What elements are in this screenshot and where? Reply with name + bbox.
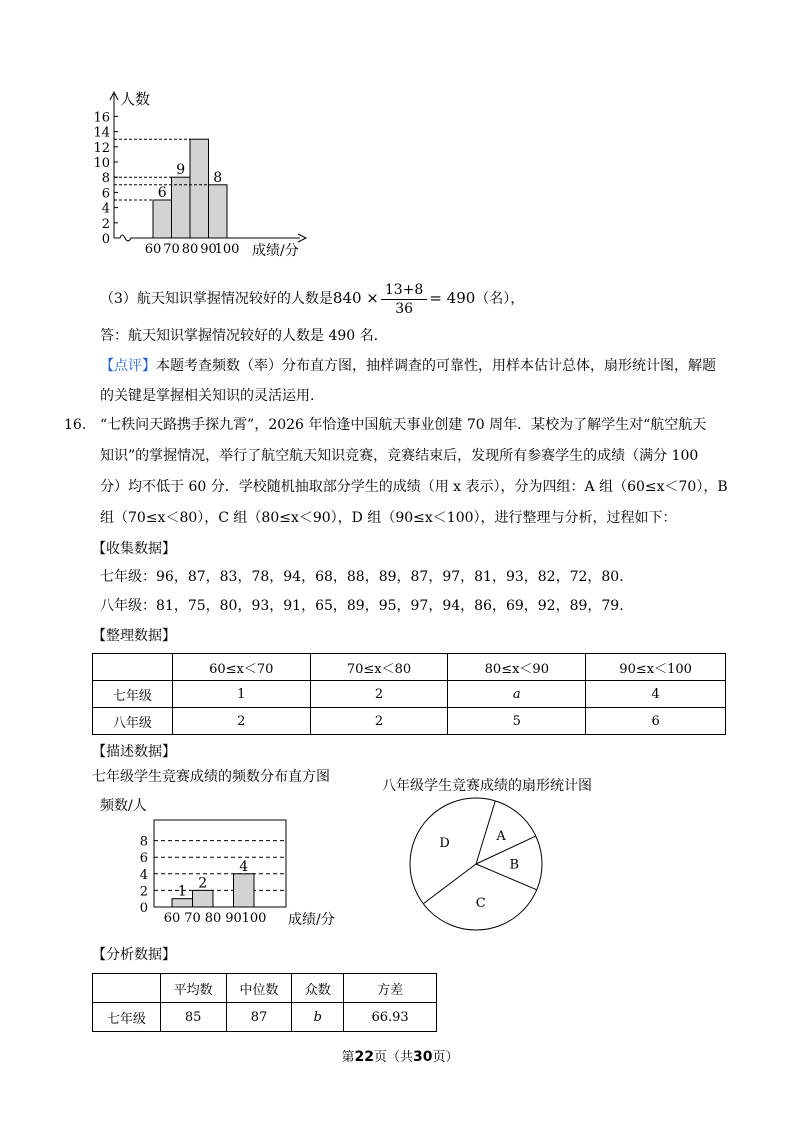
y-tick-label: 16 [93,110,110,126]
table-cell: 85 [160,1003,226,1032]
histogram-bar [153,200,172,238]
footer-pre: 第 [341,1050,355,1065]
table-cell: 87 [226,1003,292,1032]
table-cell: 2 [310,681,448,708]
bar-value-label: 4 [239,858,249,875]
table-cell: 66.93 [344,1003,437,1032]
organize-table [92,653,726,735]
comment-text-1: 本题考查频数（率）分布直方图，抽样调查的可靠性，用样本估计总体，扇形统计图，解题 [156,358,716,374]
x-tick-label: 80 [204,911,222,926]
y-tick-label: 8 [139,834,148,850]
histogram-bar [172,177,191,238]
part3-line [100,276,524,320]
table-row [93,708,726,735]
part3-fraction [381,281,427,318]
x-tick-label: 80 [181,242,199,257]
header-cell: 平均数 [160,974,226,1003]
table-cell: 4 [586,681,726,708]
bar-value-label: 9 [176,162,186,179]
page-total: 30 [413,1049,433,1065]
y-tick-label: 14 [93,125,110,141]
y-tick-label: 6 [139,851,148,867]
x-tick-label: 90 [200,242,217,257]
table-cell: 2 [172,708,310,735]
organize-title: 【整理数据】 [92,628,176,644]
part3-suffix: （名）， [475,291,525,307]
q16-line-4: 组（70≤x＜80），C 组（80≤x＜90），D 组（90≤x＜100），进行整理与分析，过程如下： [100,510,677,526]
x-tick-label: 90 [225,911,242,926]
grade8-pie-chart [400,796,560,932]
histogram-bar [234,874,255,907]
header-cell: 60≤x＜70 [172,654,310,681]
q16-line-2: 知识”的掌握情况，举行了航空航天知识竞赛，竞赛结束后，发现所有参赛学生的成绩（满分 100 [100,448,699,464]
part3-rhs: = 490 [429,289,476,307]
bar-value-label: 6 [157,185,167,201]
table-cell: 1 [172,681,310,708]
x-axis-label: 成绩/分 [252,243,299,258]
histogram-bar [193,890,214,907]
x-tick-label: 60 [163,911,181,926]
table-header-row [93,974,437,1003]
header-cell: 90≤x＜100 [586,654,726,681]
page-footer [0,1046,800,1065]
table-cell: 5 [448,708,586,735]
fraction-numerator: 13+8 [381,281,427,300]
question-number: 16. [64,417,87,433]
y-tick-label: 2 [101,216,110,232]
table-cell: b [292,1003,344,1032]
y-tick-label: 2 [139,884,148,900]
x-tick-label: 100 [241,911,267,926]
row-label: 八年级 [93,708,173,735]
x-tick-label: 70 [184,911,201,926]
page-number: 22 [354,1049,374,1065]
header-cell [93,654,173,681]
answer-line: 答：航天知识掌握情况较好的人数是 490 名. [100,328,379,344]
pie-title: 八年级学生竞赛成绩的扇形统计图 [382,778,592,794]
y-axis-label: 频数/人 [100,798,147,814]
header-cell: 80≤x＜90 [448,654,586,681]
row-label: 七年级 [93,681,173,708]
x-tick-label: 60 [144,242,162,257]
q16-line-3: 分）均不低于 60 分．学校随机抽取部分学生的成绩（用 x 表示），分为四组：A 组（60≤x＜70），B [100,479,728,495]
grade7-histogram [92,792,382,932]
table-cell: 6 [586,708,726,735]
analyze-table [92,973,437,1032]
footer-mid: 页（共 [373,1050,413,1065]
table-cell: 2 [310,708,448,735]
footer-post: 页） [432,1050,459,1065]
pie-slice-label: D [439,836,450,852]
describe-title: 【描述数据】 [92,744,176,760]
header-cell: 70≤x＜80 [310,654,448,681]
pie-slice-label: A [496,829,506,845]
hist-title: 七年级学生竞赛成绩的频数分布直方图 [92,769,330,785]
q16-text-1: “七秩问天路携手探九霄”，2026 年恰逢中国航天事业创建 70 周年．某校为了解学生对“航空航天 [100,417,707,433]
histogram-bar [190,139,209,238]
y-tick-label: 12 [93,140,110,156]
x-axis-label: 成绩/分 [288,912,335,928]
fraction-denominator: 36 [395,300,414,317]
bar-value-label: 8 [213,169,223,186]
bar-value-label: 2 [198,875,208,892]
plot-frame [154,820,286,907]
grade8-data: 八年级：81，75，80，93，91，65，89，95，97，94，86，69，92，89，79. [100,598,624,614]
y-tick-label: 4 [139,867,148,883]
y-tick-label: 0 [139,901,148,916]
row-label: 七年级 [93,1003,161,1032]
y-tick-label: 0 [101,232,110,247]
y-tick-label: 6 [101,186,110,202]
y-tick-label: 10 [93,156,110,171]
table-row [93,1003,437,1032]
bar-value-label: 1 [177,883,187,900]
comment-line-2: 的关键是掌握相关知识的灵活运用. [100,388,315,404]
x-tick-label: 70 [163,242,180,257]
pie-slice-label: C [475,895,486,911]
histogram-bar [209,185,228,238]
comment-line-1 [100,356,716,376]
x-tick-label: 100 [214,242,240,257]
y-axis-label: 人数 [120,90,151,108]
header-cell [93,974,161,1003]
part3-lhs: 840 × [332,289,379,307]
analyze-title: 【分析数据】 [92,947,176,963]
part3-prefix: （3）航天知识掌握情况较好的人数是 [100,291,333,307]
y-tick-label: 4 [101,201,110,217]
grade7-data: 七年级：96，87，83，78，94，68，88，89，87，97，81，93，82，72，80. [100,569,624,585]
q16-line-1 [64,415,706,435]
table-header-row [93,654,726,681]
top-histogram [80,88,320,258]
header-cell: 众数 [292,974,344,1003]
histogram-bar [172,899,193,907]
header-cell: 中位数 [226,974,292,1003]
table-cell: a [448,681,586,708]
header-cell: 方差 [344,974,437,1003]
pie-slice-label: B [509,857,520,873]
table-row [93,681,726,708]
collect-title: 【收集数据】 [92,541,176,557]
y-tick-label: 8 [101,171,110,187]
comment-tag: 【点评】 [100,358,156,374]
